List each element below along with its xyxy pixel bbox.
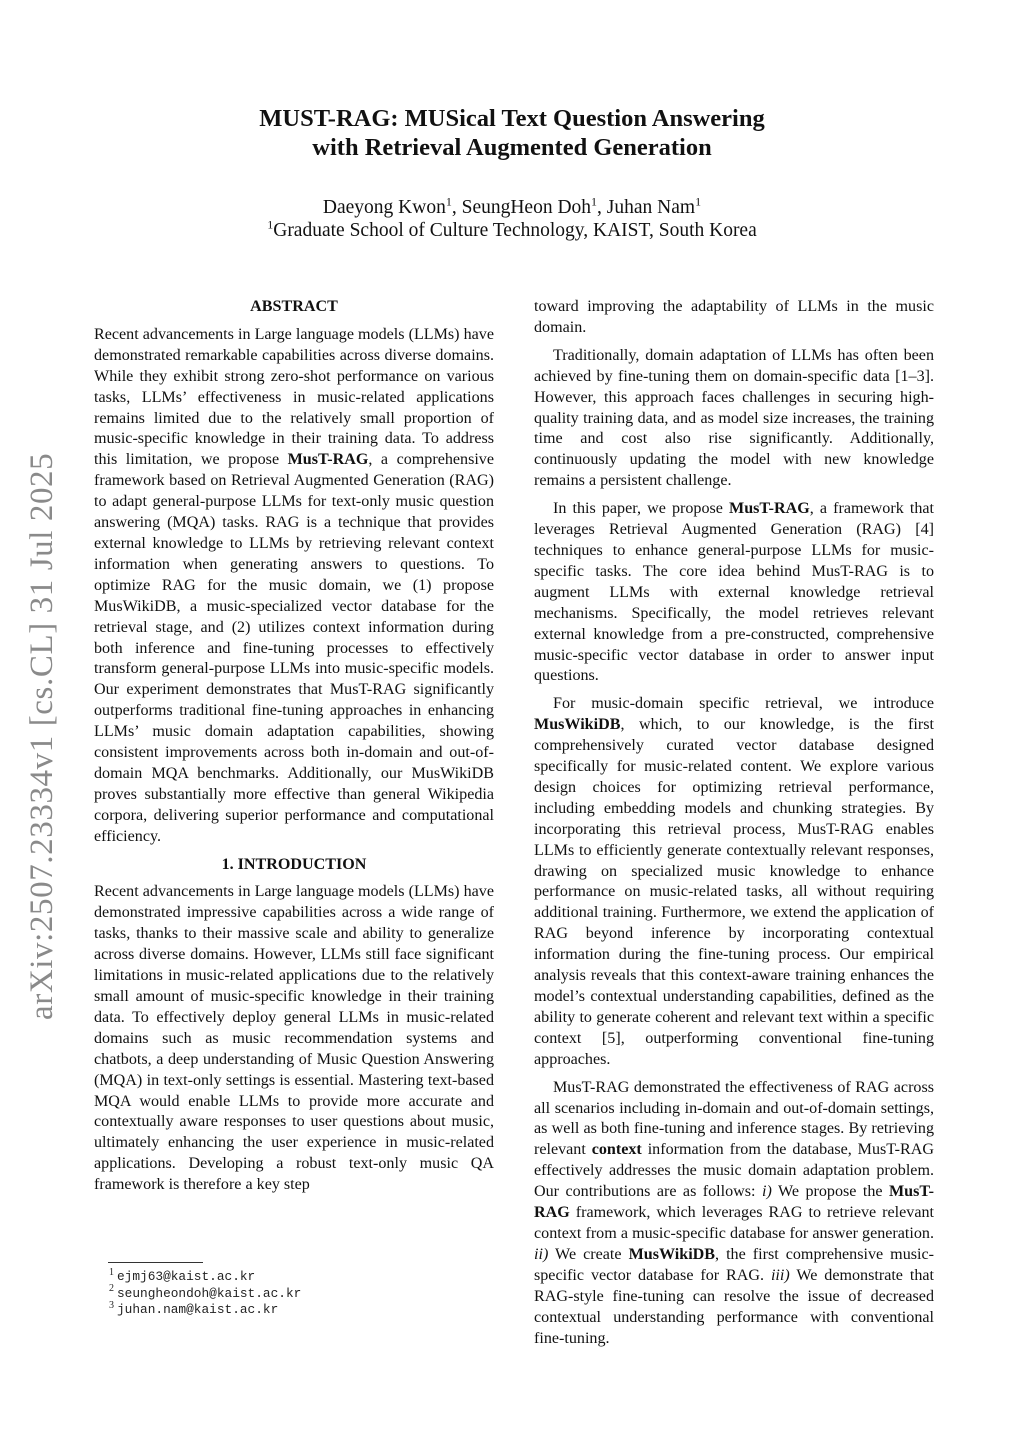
title-line-2: with Retrieval Augmented Generation [312,134,712,161]
author-nam: , Juhan Nam [597,197,696,218]
affiliation-mark: 1 [695,194,702,209]
footnote-email-nam: juhan.nam@kaist.ac.kr [117,1302,279,1317]
author-doh: , SeungHeon Doh [451,197,592,218]
footnote-rule [108,1262,203,1263]
p5-text: We propose the [771,1183,889,1201]
title-line-1: MUST-RAG: MUSical Text Question Answering [259,105,765,132]
footnote-1 [94,1266,494,1286]
p5-text: We create [548,1245,629,1263]
p5-text: information from the database, MusT-RAG effectively addresses the music domain adaptation problem. Our contributions are as follows: [534,1141,934,1201]
footnote-3 [94,1299,494,1319]
footnote-mark: 1 [109,1266,114,1278]
footnotes [94,1262,494,1319]
author-kwon: Daeyong Kwon [322,197,446,218]
p5-enum-ii: ii) [534,1245,549,1263]
intro-paragraph-4 [534,694,934,1070]
affiliation-mark: 1 [267,217,274,232]
footnote-email-kwon: ejmj63@kaist.ac.kr [117,1269,256,1284]
affiliation-mark: 1 [591,194,598,209]
p5-text: framework, which leverages RAG to retrieve relevant context from a music-specific database for answer generation. [534,1204,934,1242]
p5-enum-iii: iii) [770,1266,790,1284]
p5-enum-i: i) [761,1183,772,1201]
p5-bold-context: context [591,1141,642,1159]
p5-text: We demonstrate that RAG-style fine-tuning can resolve the issue of decreased contextual understanding performance with conventional fine-tuning. [534,1266,934,1347]
p4-text-cont: , which, to our knowledge, is the first comprehensively curated vector database designed specifically for music-related content. We explore various design choices for optimizing retrieval performance, including embedding models and chunking strategies. By incorporating this retrieval process, MusT-RAG enables LLMs to efficiently generate contextually relevant responses, drawing on specialized music knowledge to enhance performance on music-related tasks, all without requiring additional training. Furthermore, we extend the application of RAG beyond inference by incorporating contextual information during the fine-tuning process. Our empirical analysis reveals that this context-aware training enhances the model’s contextual understanding capabilities, defined as the ability to generate coherent and relevant text within a specific context [5], outperforming conventional fine-tuning approaches. [534,716,934,1068]
p5-text: MusT-RAG demonstrated the effectiveness of RAG across all scenarios including in-domain and out-of-domain settings, as well as both fine-tuning and inference stages. By retrieving relevant [534,1078,934,1159]
affiliation-mark: 1 [445,194,452,209]
footnote-mark: 2 [109,1283,114,1295]
abstract-paragraph [94,325,494,848]
footnote-email-doh: seungheondoh@kaist.ac.kr [117,1285,302,1301]
left-column [94,297,494,1203]
introduction-heading: 1. INTRODUCTION [221,855,367,873]
intro-paragraph-5 [534,1078,934,1350]
p5-bold-mustrag: MusT-RAG [534,1183,934,1222]
paper-title [0,104,1024,162]
footnote-mark: 3 [109,1299,114,1311]
intro-paragraph-3 [534,499,934,687]
p4-bold-muswikidb: MusWikiDB [534,716,621,734]
intro-paragraph-2: Traditionally, domain adaptation of LLMs has often been achieved by fine-tuning them on domain-specific data [1–3]. However, this approach faces challenges in securing high-quality training data, and as model size increases, the training time and cost also rise significantly. Additionally, continuously updating the model with new knowledge remains a persistent challenge. [534,346,934,490]
intro-paragraph-1: Recent advancements in Large language models (LLMs) have demonstrated impressive capabilities across a wide range of tasks, thanks to their massive scale and ability to generalize across diverse domains. However, LLMs still face significant limitations in music-related applications due to the relatively small amount of music-specific knowledge in their training data. To effectively deploy general LLMs in music-related domains such as music recommendation systems and chatbots, a deep understanding of Music Question Answering (MQA) in text-only settings is essential. Mastering text-based MQA would enable LLMs to provide more accurate and contextually aware responses to user questions about music, ultimately enhancing the user experience in music-related applications. Developing a robust text-only music QA framework is therefore a key step [94,883,494,1194]
abstract-text-cont: , a comprehensive framework based on Retrieval Augmented Generation (RAG) to adapt general-purpose LLMs for text-only music question answering (MQA) tasks. RAG is a technique that provides external knowledge to LLMs by retrieving relevant context information when generating answers to questions. To optimize RAG for the music domain, we (1) propose MusWikiDB, a music-specialized vector database for the retrieval stage, and (2) utilizes context information during both inference and fine-tuning processes to effectively transform general-purpose LLMs into music-specific models. Our experiment demonstrates that MusT-RAG significantly outperforms traditional fine-tuning approaches in enhancing LLMs’ music domain adaptation capabilities, showing consistent improvements across both in-domain and out-of-domain MQA benchmarks. Additionally, our MusWikiDB proves substantially more effective than general Wikipedia corpora, delivering superior performance and computational efficiency. [94,451,495,845]
p3-text-cont: , a framework that leverages Retrieval Augmented Generation (RAG) [4] techniques to enhance general-purpose LLMs for music-specific tasks. The core idea behind MusT-RAG is to augment LLMs with external knowledge retrieval mechanisms. Specifically, the model retrieves relevant external knowledge from a pre-constructed, comprehensive music-specific vector database in order to answer input questions. [534,500,934,685]
p3-bold-mustrag: MusT-RAG [729,500,810,518]
abstract-heading: ABSTRACT [250,298,338,315]
intro-paragraph-1-continued: toward improving the adaptability of LLMs in the music domain. [534,298,934,336]
arxiv-identifier-stamp: arXiv:2507.23334v1 [cs.CL] 31 Jul 2025 [24,452,60,1020]
affiliation [0,219,1024,243]
p3-text: In this paper, we propose [553,500,729,518]
author-list [0,196,1024,220]
right-column [534,297,934,1356]
affiliation-text: Graduate School of Culture Technology, KAIST, South Korea [273,220,757,241]
footnote-2 [94,1283,494,1303]
p5-text: , the first comprehensive music-specific vector database for RAG. [534,1245,934,1284]
abstract-bold-mustrag: MusT-RAG [287,451,369,469]
abstract-text: Recent advancements in Large language models (LLMs) have demonstrated remarkable capabilities across diverse domains. While they exhibit strong zero-shot performance on various tasks, LLMs’ effectiveness in music-related applications remains limited due to the relatively small proportion of music-specific knowledge in their training data. To address this limitation, we propose [94,325,494,469]
p5-bold-muswikidb: MusWikiDB [628,1245,716,1263]
p4-text: For music-domain specific retrieval, we introduce [553,695,934,713]
